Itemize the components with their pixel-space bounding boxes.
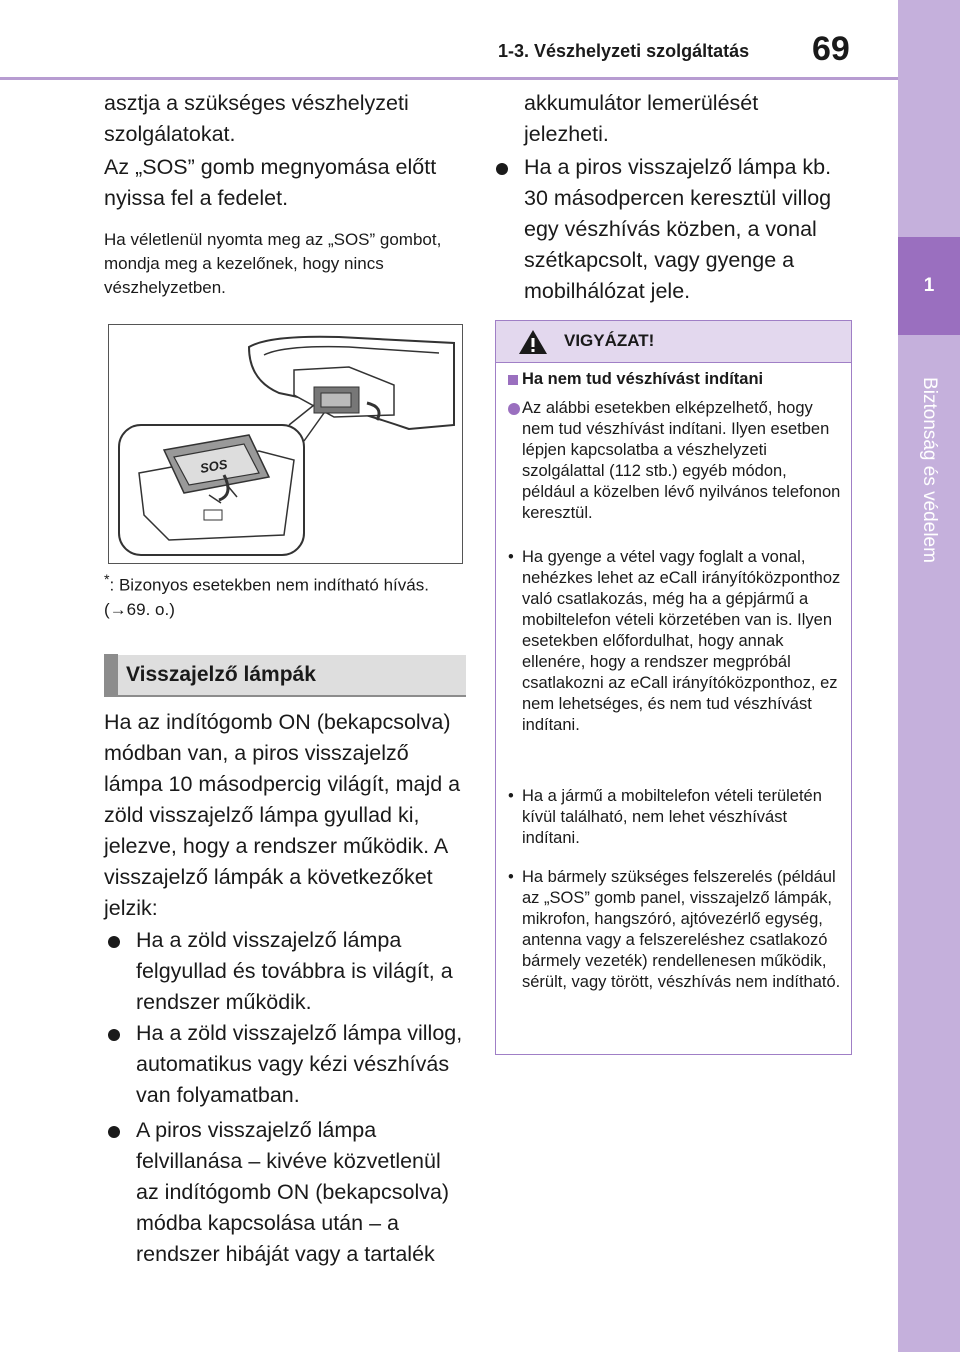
section-heading-bar bbox=[104, 654, 118, 696]
chapter-side-tab bbox=[898, 0, 960, 1352]
overhead-console-drawing bbox=[109, 325, 464, 565]
chapter-label: Biztonság és védelem bbox=[919, 377, 940, 563]
bullet-dot-icon bbox=[108, 1126, 120, 1138]
caution-intro: Az alábbi esetekben elképzelhető, hogy nem tud vészhívást indítani. Ilyen esetben lépjen kapcsolatba a vészhelyzeti szolgálattal (112 stb.) egyéb módon, például a közelben lévő nyilvános telefonon keresztül. bbox=[508, 398, 842, 524]
chapter-number-badge: 1 bbox=[898, 237, 960, 335]
paragraph-indicator-lamps: Ha az indítógomb ON (bekapcsolva) módban van, a piros visszajelző lámpa 10 másodpercig világít, majd a zöld visszajelző lámpa gyullad ki, jelezve, hogy a rendszer működik. A visszajelző lámpák a következőket jelzik: bbox=[104, 710, 461, 920]
sos-button-illustration bbox=[108, 324, 463, 564]
bullet-item: Ha a zöld visszajelző lámpa felgyullad és továbbra is világít, a rendszer működik. bbox=[108, 925, 464, 1018]
section-header-title: 1-3. Vészhelyzeti szolgáltatás bbox=[498, 41, 750, 61]
bullet-dot-icon bbox=[108, 936, 120, 948]
square-bullet-icon bbox=[508, 375, 518, 385]
footnote-text: : Bizonyos esetekben nem indítható hívás. (→69. o.) bbox=[104, 575, 429, 619]
paragraph-open-cover: Az „SOS” gomb megnyomása előtt nyissa fel a fedelet. bbox=[104, 155, 437, 210]
caution-header bbox=[496, 321, 851, 363]
circle-bullet-icon bbox=[508, 403, 520, 415]
header-divider bbox=[0, 77, 898, 80]
page-number: 69 bbox=[812, 30, 850, 68]
footnote-mark: * bbox=[104, 572, 110, 588]
paragraph-continued-right: akkumulátor lemerülését jelezheti. bbox=[524, 91, 759, 146]
paragraph-continued: asztja a szükséges vészhelyzeti szolgálatokat. bbox=[104, 91, 409, 146]
section-heading-title: Visszajelző lámpák bbox=[126, 663, 316, 686]
bullet-dot-icon bbox=[108, 1029, 120, 1041]
paragraph-accidental-press: Ha véletlenül nyomta meg az „SOS” gombot, mondja meg a kezelőnek, hogy nincs vészhelyzetben. bbox=[104, 230, 442, 297]
section-heading bbox=[104, 655, 466, 697]
caution-list-item: • Ha bármely szükséges felszerelés (például az „SOS” gomb panel, visszajelző lámpák, mikrofon, hangszóró, ajtóvezérlő egység, antenna vagy a felszereléshez csatlakozó bármely vezeték) rendellenesen működik, sérült, vagy törött, vészhívás nem indítható. bbox=[508, 868, 841, 991]
bullet-item: A piros visszajelző lámpa felvillanása – kivéve közvetlenül az indítógomb ON (bekapcsolva) módba kapcsolása után – a rendszer hibáját vagy a tartalék bbox=[108, 1115, 464, 1270]
caution-subtitle: Ha nem tud vészhívást indítani bbox=[508, 369, 842, 390]
caution-list-item: • Ha gyenge a vétel vagy foglalt a vonal, nehézkes lehet az eCall irányítóközponthoz való csatlakozás, még ha a gépjármű a mobiltelefon vételi körzetében van is. Ilyen esetekben előfordulhat, hogy annak ellenére, hogy a rendszer megpróbál csatlakozni az eCall irányítóközponthoz, ez nem lehetséges, és nem tud vészhívást indítani. bbox=[508, 548, 841, 734]
bullet-item: Ha a zöld visszajelző lámpa villog, automatikus vagy kézi vészhívás van folyamatban. bbox=[108, 1018, 464, 1111]
bullet-item: Ha a piros visszajelző lámpa kb. 30 másodpercen keresztül villog egy vészhívás közben, a vonal szétkapcsolt, vagy gyenge a mobilhálózat jele. bbox=[496, 152, 846, 307]
sos-button-label: SOS bbox=[198, 456, 229, 476]
figure-footnote bbox=[104, 568, 466, 622]
warning-triangle-icon bbox=[518, 329, 548, 355]
bullet-dot-icon bbox=[496, 163, 508, 175]
caution-title: VIGYÁZAT! bbox=[564, 331, 655, 350]
caution-box bbox=[495, 320, 852, 1055]
caution-list-item: • Ha a jármű a mobiltelefon vételi területén kívül található, nem lehet vészhívást indítani. bbox=[508, 787, 822, 847]
